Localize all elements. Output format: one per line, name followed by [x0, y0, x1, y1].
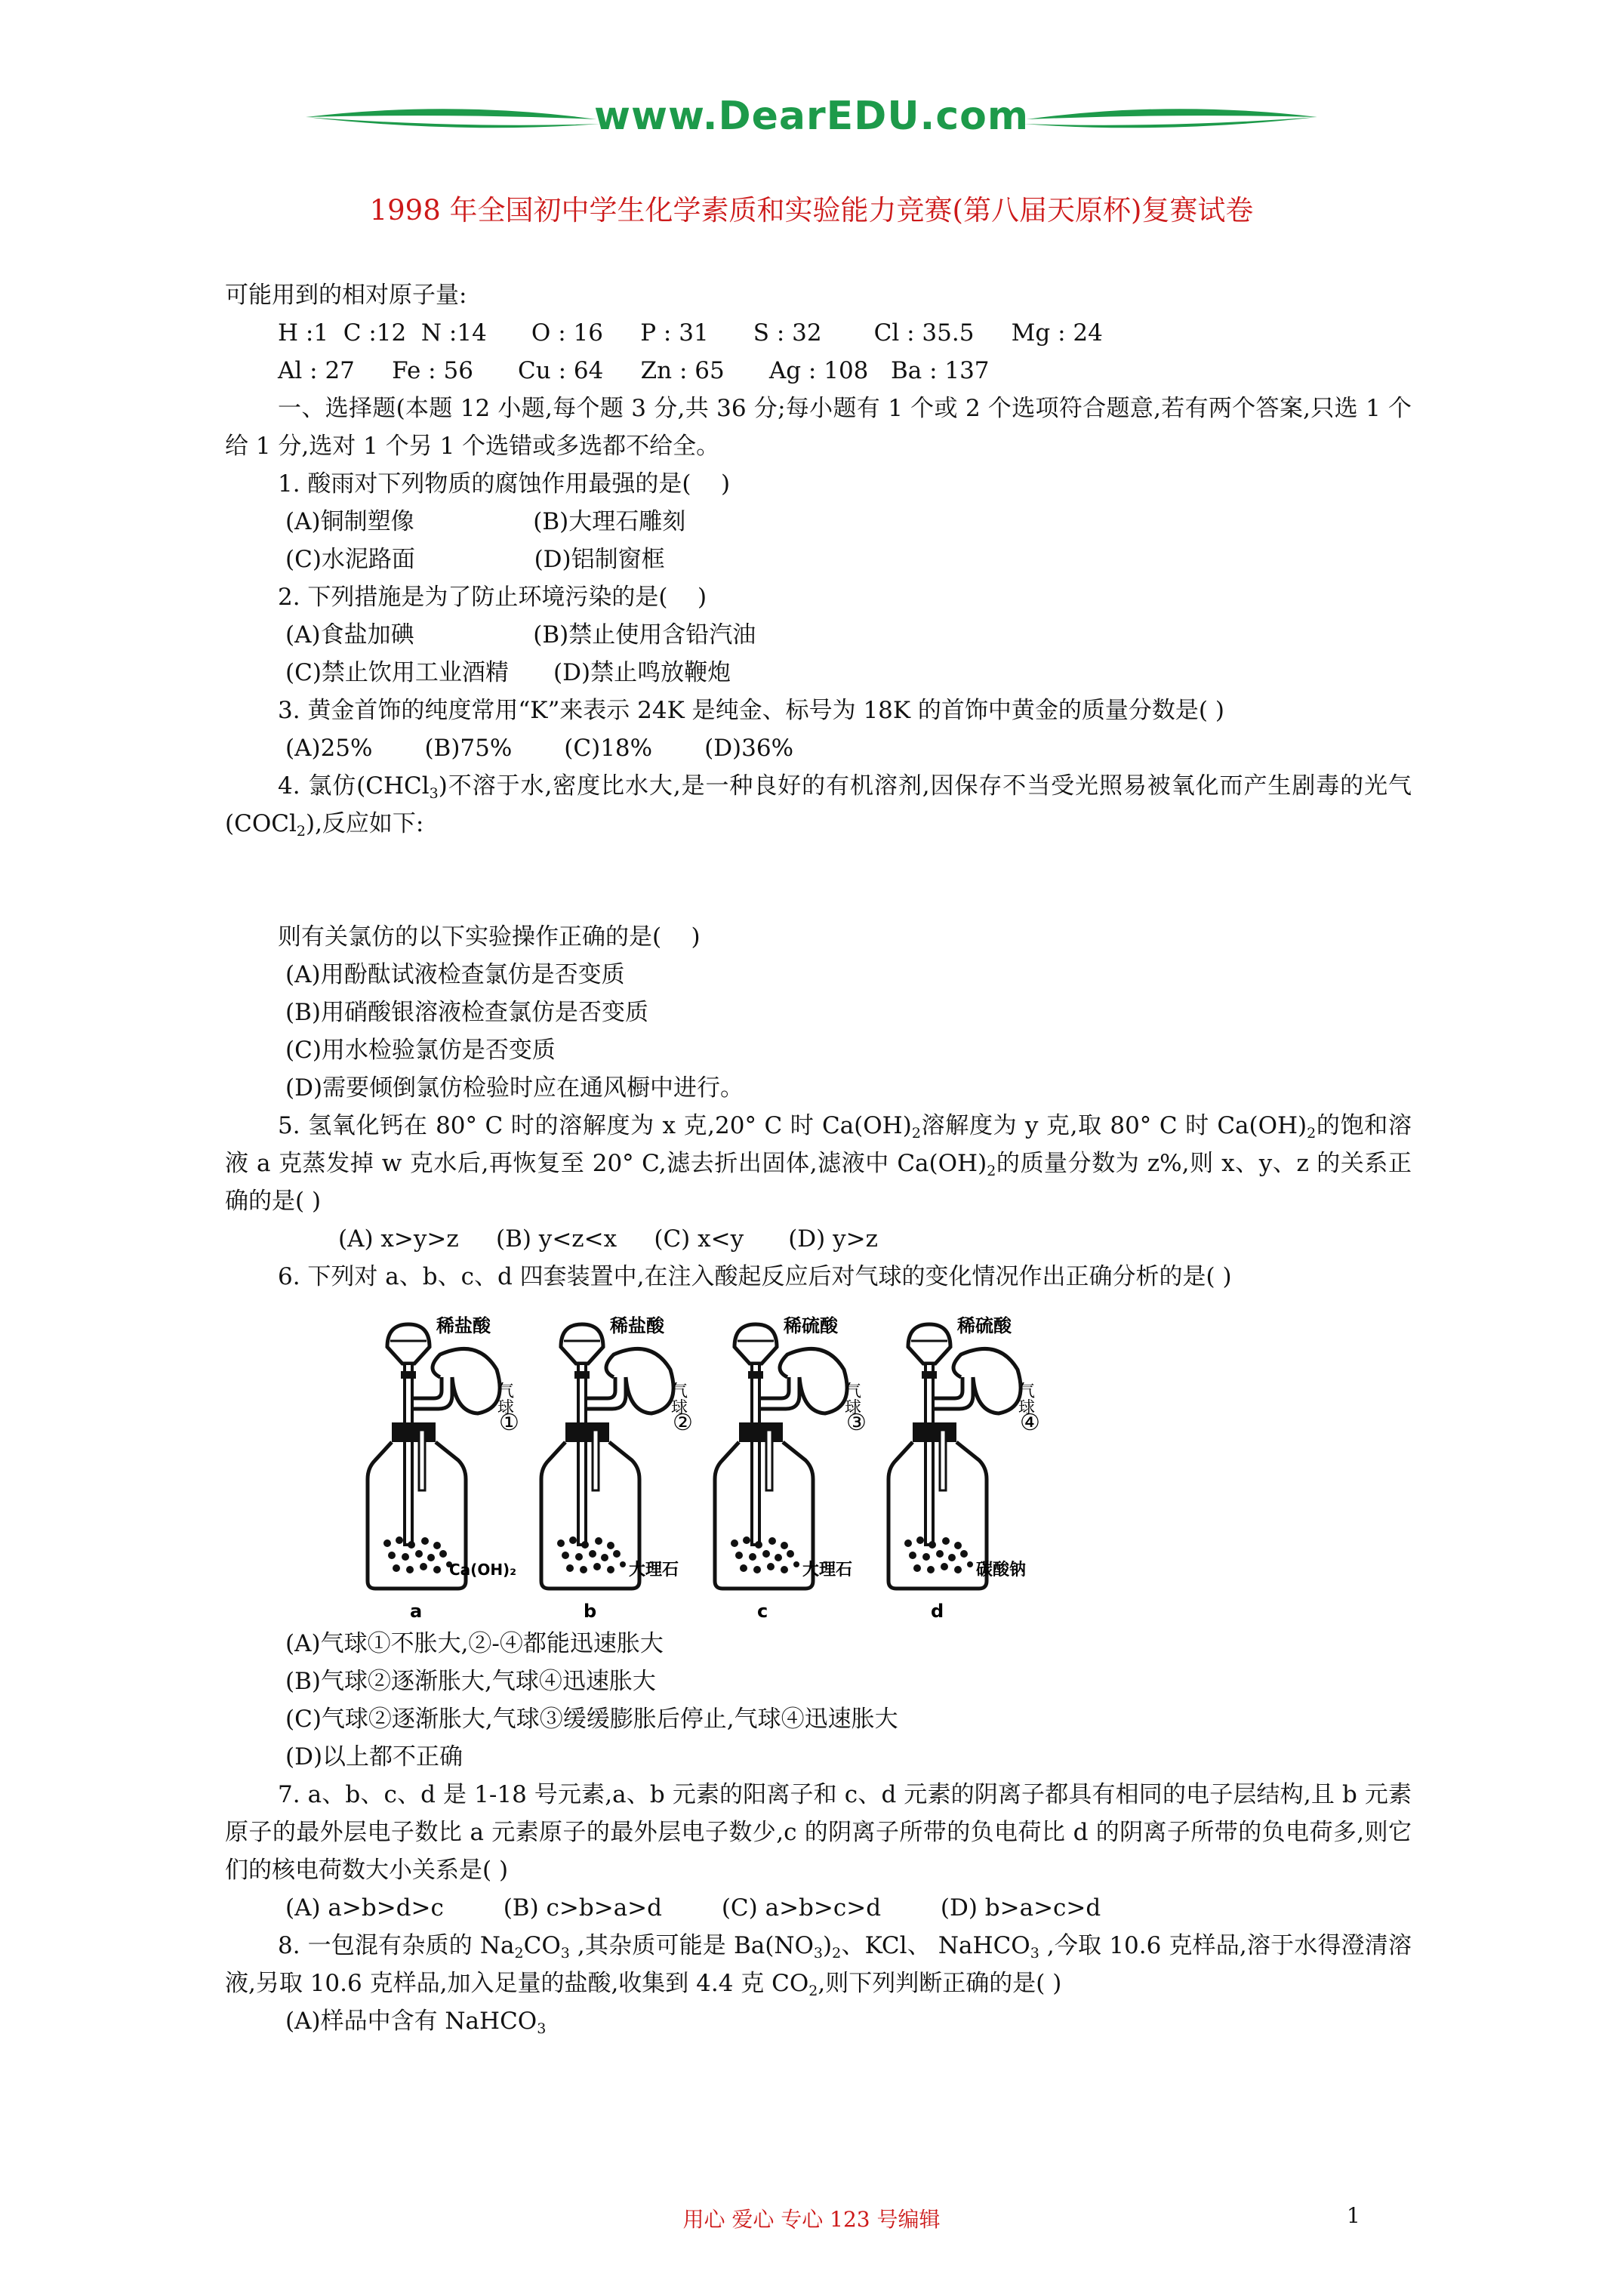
apparatus-figure [225, 1302, 1412, 1619]
reaction-equation-space [225, 843, 1412, 918]
subscript: 2 [1307, 1125, 1317, 1142]
q8-part-4: ) [823, 1932, 833, 1959]
subscript: 2 [296, 823, 306, 840]
solid-label-c: 大理石 [802, 1561, 853, 1579]
atomic-mass-row-1: H :1 C :12 N :14 O : 16 P : 31 S : 32 Cl : 35.5 Mg : 24 [278, 319, 1103, 347]
q6-option-c: (C)气球②逐渐胀大,气球③缓缓膨胀后停止,气球④迅速胀大 [285, 1706, 898, 1733]
balloon-label-c: 气球 [842, 1382, 861, 1415]
subscript: 3 [537, 2020, 547, 2037]
apparatus-b [541, 1315, 693, 1619]
atomic-mass-row-2: Al : 27 Fe : 56 Cu : 64 Zn : 65 Ag : 108 Ba : 137 [278, 357, 990, 384]
subscript: 2 [911, 1125, 921, 1142]
balloon-number-c: ③ [846, 1410, 867, 1436]
acid-label-d: 稀硫酸 [957, 1315, 1012, 1336]
q5-part-4: 的质量分数为 z%,则 x、y、z 的关系正确的是( ) [225, 1150, 1412, 1215]
balloon-label-a: 气球 [494, 1382, 514, 1415]
q7-options: (A) a>b>d>c (B) c>b>a>d (C) a>b>c>d (D) b>a>c>d [285, 1894, 1101, 1922]
acid-label-b: 稀盐酸 [610, 1315, 664, 1336]
q3-options: (A)25% (B)75% (C)18% (D)36% [285, 735, 794, 762]
q8-option-a-text: (A)样品中含有 NaHCO [285, 2008, 537, 2035]
balloon-label-d: 气球 [1015, 1382, 1035, 1415]
apparatus-drawing-c [715, 1324, 847, 1589]
q8-part-1: 8. 一包混有杂质的 Na [278, 1932, 515, 1959]
q8-part-5: 、KCl、 NaHCO [841, 1932, 1030, 1959]
solid-label-a: Ca(OH)₂ [449, 1561, 516, 1579]
apparatus-letter-c: c [757, 1601, 768, 1619]
q6-option-d: (D)以上都不正确 [285, 1743, 463, 1771]
section-heading: 一、选择题(本题 12 小题,每个题 3 分,共 36 分;每小题有 1 个或 2 个选项符合题意,若有两个答案,只选 1 个给 1 分,选对 1 个另 1 个选错或多选都不给全。 [225, 395, 1412, 460]
balloon-number-b: ② [673, 1410, 693, 1436]
q1-stem: 1. 酸雨对下列物质的腐蚀作用最强的是( ) [278, 470, 731, 498]
footer-text: 用心 爱心 专心 123 号编辑 [682, 2207, 941, 2232]
q2-options-1: (A)食盐加碘 (B)禁止使用含铅汽油 [285, 621, 756, 649]
subscript: 3 [813, 1945, 824, 1962]
page-number: 1 [1347, 2203, 1360, 2228]
apparatus-drawing-b [541, 1324, 673, 1589]
subscript: 3 [429, 785, 439, 802]
balloon-label-b: 气球 [668, 1382, 688, 1415]
q8-option-a [225, 2002, 1412, 2040]
page-title: 1998 年全国初中学生化学素质和实验能力竞赛(第八届天原杯)复赛试卷 [369, 194, 1254, 227]
q6-option-b: (B)气球②逐渐胀大,气球④迅速胀大 [285, 1668, 656, 1695]
q4-stem [225, 767, 1412, 843]
q6-stem: 6. 下列对 a、b、c、d 四套装置中,在注入酸起反应后对气球的变化情况作出正确分析的是( ) [278, 1263, 1232, 1290]
q6-option-a: (A)气球①不胀大,②-④都能迅速胀大 [285, 1630, 664, 1657]
q4-stem-c: ),反应如下: [305, 810, 424, 837]
q4-stem-b: )不溶于水,密度比水大,是一种良好的有机溶剂,因保存不当受光照易被氧化而产生剧毒的光气(COCl [225, 772, 1412, 837]
q8-stem [225, 1927, 1412, 2002]
subscript: 2 [808, 1983, 818, 1999]
q4-option-d: (D)需要倾倒氯仿检验时应在通风橱中进行。 [285, 1074, 744, 1102]
q4-option-c: (C)用水检验氯仿是否变质 [285, 1037, 556, 1064]
acid-label-c: 稀硫酸 [784, 1315, 838, 1336]
site-url[interactable]: www.DearEDU.com [593, 94, 1030, 139]
q5-part-3: 的饱和溶液 a 克蒸发掉 w 克水后,再恢复至 20° C,滤去折出固体,滤液中 Ca(OH) [225, 1112, 1412, 1177]
site-banner [0, 91, 1623, 151]
subscript: 3 [560, 1945, 570, 1962]
q1-options-1: (A)铜制塑像 (B)大理石雕刻 [285, 508, 686, 535]
solid-label-d: 碳酸钠 [976, 1561, 1027, 1579]
apparatus-letter-d: d [931, 1601, 944, 1619]
q2-stem: 2. 下列措施是为了防止环境污染的是( ) [278, 584, 707, 611]
apparatus-a [368, 1315, 519, 1619]
subscript: 3 [1030, 1945, 1039, 1962]
q8-part-7: ,则下列判断正确的是( ) [818, 1970, 1062, 1997]
apparatus-c [715, 1315, 867, 1619]
balloon-number-d: ④ [1020, 1410, 1040, 1436]
acid-label-a: 稀盐酸 [436, 1315, 491, 1336]
q1-options-2: (C)水泥路面 (D)铝制窗框 [285, 546, 665, 573]
q4-stem-a: 4. 氯仿(CHCl [278, 772, 430, 800]
q4-option-b: (B)用硝酸银溶液检查氯仿是否变质 [285, 999, 648, 1026]
q3-stem: 3. 黄金首饰的纯度常用“K”来表示 24K 是纯金、标号为 18K 的首饰中黄金的质量分数是( ) [278, 697, 1224, 724]
atomic-mass-label: 可能用到的相对原子量: [225, 282, 467, 309]
q2-options-2: (C)禁止饮用工业酒精 (D)禁止鸣放鞭炮 [285, 659, 731, 686]
apparatus-letter-a: a [410, 1601, 423, 1619]
apparatus-drawing-a [368, 1324, 500, 1589]
solid-label-b: 大理石 [629, 1561, 679, 1579]
q5-part-2: 溶解度为 y 克,取 80° C 时 Ca(OH) [920, 1112, 1307, 1139]
apparatus-letter-b: b [584, 1601, 597, 1619]
balloon-number-a: ① [499, 1410, 519, 1436]
q4-option-a: (A)用酚酞试液检查氯仿是否变质 [285, 961, 625, 988]
q4-sub-question: 则有关氯仿的以下实验操作正确的是( ) [278, 923, 701, 951]
exam-body [225, 276, 1412, 2040]
q8-part-6: ,今取 10.6 克样品,溶于水得澄清溶液,另取 10.6 克样品,加入足量的盐酸,收集到 4.4 克 CO [225, 1932, 1412, 1997]
apparatus-diagram [365, 1302, 1301, 1619]
page-footer [0, 2203, 1623, 2233]
q7-stem: 7. a、b、c、d 是 1-18 号元素,a、b 元素的阳离子和 c、d 元素的阴离子都具有相同的电子层结构,且 b 元素原子的最外层电子数比 a 元素原子的最外层电子数少,c 的阴离子所带的负电荷比 d 的阴离子所带的负电荷多,则它们的核电荷数大小关系是( ) [225, 1781, 1412, 1884]
q8-part-2: CO [523, 1932, 561, 1959]
subscript: 2 [832, 1945, 842, 1962]
apparatus-d [888, 1315, 1040, 1619]
subscript: 2 [987, 1163, 996, 1179]
q5-part-1: 5. 氢氧化钙在 80° C 时的溶解度为 x 克,20° C 时 Ca(OH) [278, 1112, 912, 1139]
q8-part-3: ,其杂质可能是 Ba(NO [569, 1932, 814, 1959]
q5-stem [225, 1107, 1412, 1220]
apparatus-drawing-d [888, 1324, 1021, 1589]
q5-options: (A) x>y>z (B) y<z<x (C) x<y (D) y>z [338, 1225, 878, 1253]
subscript: 2 [514, 1945, 524, 1962]
